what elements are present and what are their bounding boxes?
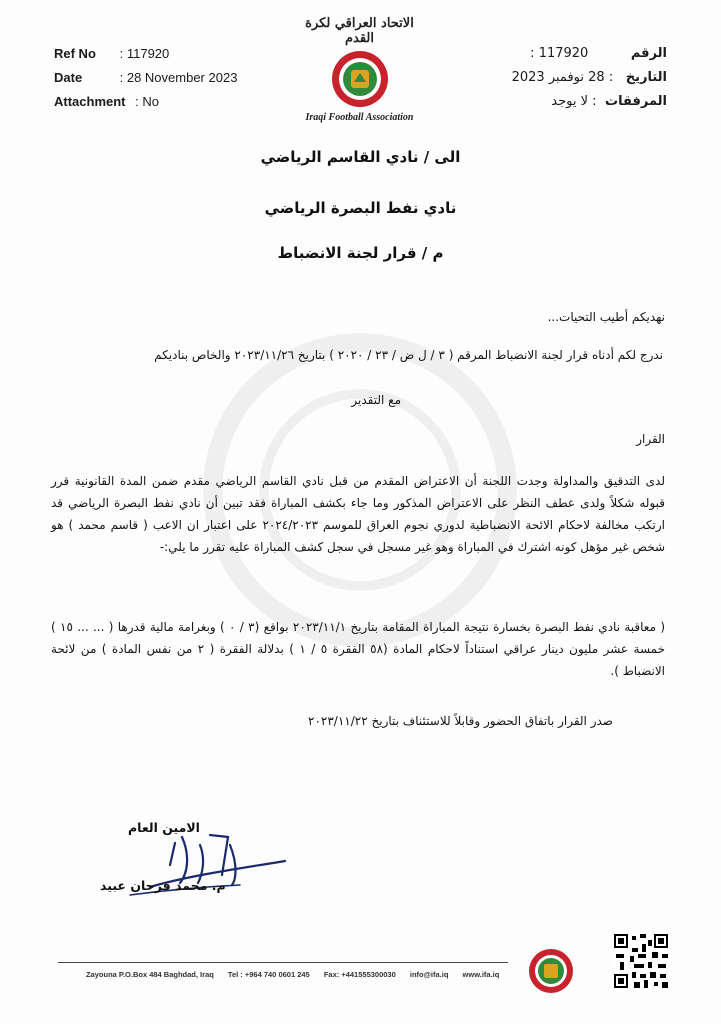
- footer-website: www.ifa.iq: [462, 970, 500, 979]
- attachment-label: Attachment: [54, 94, 126, 109]
- ar-ref-row: [530, 46, 667, 61]
- date-value: : 28 November 2023: [119, 70, 238, 85]
- decision-label: القرار: [636, 432, 665, 446]
- footer-tel: Tel : +964 740 0601 245: [227, 970, 310, 979]
- date-row: [54, 70, 237, 85]
- footer-fax: Fax: +441555300030: [323, 970, 396, 979]
- footer-logo-icon: [526, 946, 576, 996]
- recipient-line: الى / نادي القاسم الرياضي: [260, 148, 461, 166]
- greeting: نهديكم أطيب التحيات...: [547, 310, 665, 324]
- signatory-name: م. محمد فرحان عبيد: [100, 878, 226, 893]
- attachment-value: : No: [135, 94, 159, 109]
- date-label: Date: [54, 70, 83, 85]
- ar-date-label: التاريخ: [625, 70, 667, 85]
- footer-contact: [86, 970, 511, 979]
- ar-ref-label: الرقم: [630, 46, 667, 61]
- regards-line: مع التقدير: [351, 393, 401, 407]
- logo-emblem-icon: [330, 48, 390, 110]
- association-logo: [292, 16, 427, 126]
- logo-english-text: Iraqi Football Association: [305, 112, 414, 123]
- decision-paragraph: لدى التدقيق والمداولة وجدت اللجنة أن الاعتراض المقدم من قبل نادي القاسم الرياضي مقدم ضمن المدة القانونية قرر قبوله شكلاً ولدى عطف النظر على الاعتراض المذكور وما جاء بكشف المباراة فقد تبين أن نادي نفط البصرة الرياضي قد ارتكب مخالفة لاحكام الائحة الانضباطية لدوري نجوم العراق للموسم ٢٠٢٤/٢٠٢٣ على اعتبار ان الاعب ( قاسم محمد ) هو شخص غير مؤهل كونه اشترك في المباراة وهو غير مسجل في سجل كشف المباراة عليه تقرر ما يلي:-: [51, 474, 666, 554]
- signatory-title: الامين العام: [128, 820, 200, 835]
- ar-date-row: [512, 70, 667, 85]
- ar-date-value: : 28 نوفمبر 2023: [511, 70, 614, 85]
- intro-line: ندرج لكم أدناه قرار لجنة الانضباط المرقم ( ٣ / ل ض / ٢٣ / ٢٠٢٠ ) بتاريخ ٢٠٢٣/١١/٢٦ والخاص بناديكم: [154, 348, 663, 362]
- subject-line: م / قرار لجنة الانضباط: [277, 244, 444, 262]
- footer-address: Zayouna P.O.Box 484 Baghdad, Iraq: [86, 970, 214, 979]
- ar-attachment-row: [551, 94, 667, 109]
- attachment-row: [54, 94, 159, 109]
- penalty-paragraph: ( معاقبة نادي نفط البصرة بخسارة نتيجة المباراة المقامة بتاريخ ٢٠٢٣/١١/١ بواقع (٣ / ٠ ) وبغرامة مالية قدرها ( ... ... ١٥ ) خمسة عشر مليون دينار عراقي استناداً لاحكام المادة (٥٨ الفقرة ٥ / ١ ) بدلالة الفقرة ( ٢ من نفس المادة ) من لائحة الانضباط ).: [51, 620, 666, 678]
- ar-attachment-label: المرفقات: [605, 94, 667, 109]
- footer-divider: [58, 962, 508, 963]
- ref-no-label: Ref No: [54, 46, 96, 61]
- qr-code-icon: [612, 932, 670, 990]
- issued-line: صدر القرار باتفاق الحضور وقابلاً للاستئناف بتاريخ ٢٠٢٣/١١/٢٢: [308, 714, 613, 728]
- handwritten-signature: [110, 825, 295, 905]
- footer-email: info@ifa.iq: [409, 970, 449, 979]
- ref-no-row: [54, 46, 169, 61]
- logo-arabic-text: الاتحاد العراقي لكرة القدم: [305, 16, 414, 46]
- cc-line: نادي نفط البصرة الرياضي: [264, 199, 457, 217]
- ar-ref-value: 117920 :: [530, 46, 589, 61]
- ref-no-value: : 117920: [119, 46, 170, 61]
- ar-attachment-value: : لا يوجد: [551, 94, 597, 109]
